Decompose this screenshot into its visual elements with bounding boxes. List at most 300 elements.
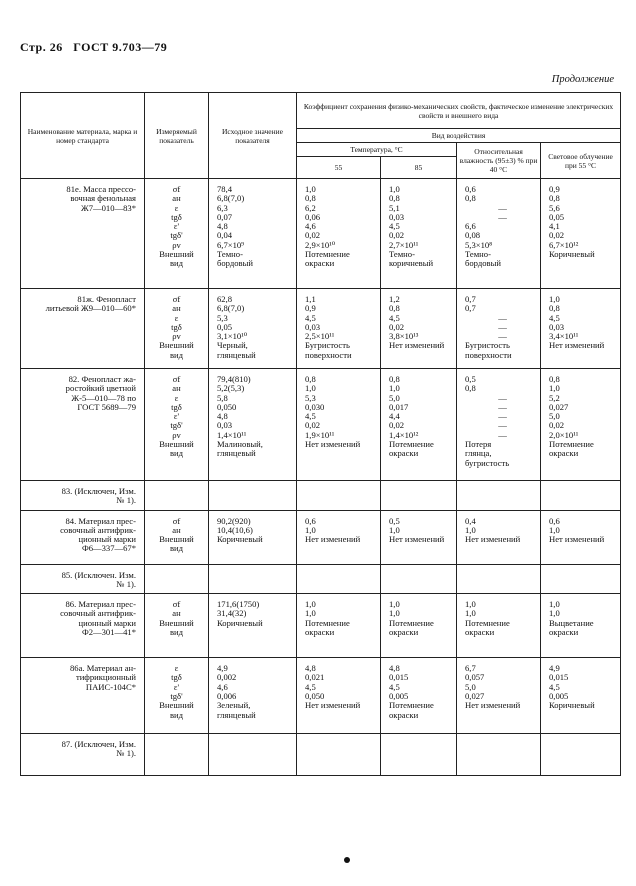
cell-line: ρv [172, 331, 181, 342]
cell-line: 2,7×10¹¹ [389, 239, 419, 250]
cell-line: поверхности [305, 349, 352, 360]
table-row [21, 510, 621, 564]
cell-line: tgδ [171, 211, 182, 222]
cell-line: 0,7 [465, 294, 476, 304]
cell-line: Коричневый [549, 700, 595, 711]
cell-line: 0,050 [217, 401, 237, 412]
initial-value-cell [209, 179, 297, 289]
cell-line: 0,8 [305, 193, 316, 204]
cell-line: 5,3 [305, 392, 316, 403]
cell-line: совочный антифрик- [60, 608, 136, 619]
cell-line: окраски [305, 627, 335, 638]
cell-line: 1,0 [305, 383, 316, 394]
cell-line: вид [169, 627, 184, 638]
cell-line: 0,6 [465, 184, 476, 194]
cell-line: 0,05 [549, 211, 565, 222]
cell-line: 5,3 [217, 312, 228, 323]
cell-line: ε [174, 312, 179, 323]
cell-line: 0,03 [549, 321, 565, 332]
temp-55-cell [297, 510, 381, 564]
cell-line: Выцветание [549, 617, 594, 628]
cell-line: Бугристость [305, 340, 350, 351]
cell-line [465, 711, 540, 720]
empty-cell [381, 564, 457, 594]
light-header: Световое облучение при 55 °С [541, 143, 621, 179]
cell-line: — [498, 312, 507, 323]
cell-line: тифрикционный [75, 672, 136, 683]
empty-cell [457, 734, 541, 776]
cell-line: 0,030 [305, 401, 325, 412]
humidity-header: Относительная влажность (95±3) % при 40 °С [457, 143, 541, 179]
cell-line: ε' [173, 681, 180, 692]
cell-line: Внешний [159, 534, 194, 545]
cell-line: 4,6 [217, 681, 228, 692]
cell-line: σf [172, 515, 181, 526]
material-name-cell [21, 734, 145, 776]
cell-line: Нет изменений [465, 534, 521, 545]
table-row [21, 481, 621, 511]
cell-line: 6,2 [305, 202, 316, 213]
cell-line: 0,02 [389, 420, 405, 431]
cell-line: Зеленый, [217, 700, 251, 711]
cell-line: 0,8 [305, 374, 316, 384]
cell-line: 0,017 [389, 401, 409, 412]
indicator-cell [145, 658, 209, 734]
empty-cell [457, 481, 541, 511]
cell-line: 1,0 [465, 608, 476, 619]
cell-line: Коричневый [549, 249, 595, 260]
indicator-cell [145, 510, 209, 564]
cell-line: 1,0 [549, 383, 560, 394]
cell-line: 0,8 [465, 383, 476, 394]
indicator-cell [145, 369, 209, 481]
cell-line: 0,002 [217, 672, 237, 683]
empty-cell [381, 734, 457, 776]
cell-line: Внешний [159, 439, 194, 450]
cell-line: 6,7×10⁹ [217, 239, 245, 250]
cell-line: 0,6 [549, 515, 560, 526]
cell-line: 0,8 [549, 374, 560, 384]
cell-line: вид [169, 258, 184, 269]
cell-line: 0,8 [549, 193, 560, 204]
cell-line: 85. (Исключен. Изм. [61, 569, 136, 580]
temp-85-cell [381, 289, 457, 369]
cell-line: 1,0 [305, 524, 316, 535]
cell-line [549, 711, 620, 720]
cell-line [217, 544, 296, 553]
cell-line: 1,0 [389, 383, 400, 394]
cell-line: 0,021 [305, 672, 325, 683]
material-name-cell [21, 289, 145, 369]
cell-line: вид [169, 543, 184, 554]
light-cell [541, 510, 621, 564]
cell-line: — [498, 202, 507, 213]
cell-line: глянцевый [217, 349, 256, 360]
empty-cell [297, 564, 381, 594]
cell-line: 5,1 [389, 202, 400, 213]
table-row [21, 369, 621, 481]
material-name-cell [21, 481, 145, 511]
table-row [21, 289, 621, 369]
cell-line: 0,8 [389, 193, 400, 204]
cell-line: 4,6 [305, 221, 316, 232]
cell-line: 0,027 [549, 401, 569, 412]
cell-line: 4,8 [217, 411, 228, 422]
cell-line: 1,0 [549, 608, 560, 619]
cell-line: aн [172, 524, 181, 535]
cell-line: 1,0 [465, 599, 476, 610]
cell-line: 1,1 [305, 294, 316, 304]
material-name-cell [21, 369, 145, 481]
cell-line: σf [172, 184, 181, 194]
cell-line: tgδ [171, 401, 182, 412]
cell-line: 4,5 [549, 312, 560, 323]
cell-line: aн [172, 608, 181, 619]
cell-line: 0,050 [305, 691, 325, 702]
cell-line: 4,8 [217, 221, 228, 232]
cell-line: глянца, [465, 448, 492, 459]
cell-line [549, 259, 620, 268]
empty-cell [541, 734, 621, 776]
cell-line: — [498, 392, 507, 403]
cell-line: — [498, 429, 507, 440]
cell-line: ционный марки [78, 534, 136, 545]
page-dot [344, 857, 350, 863]
col-coef-header: Коэффициент сохранения физико-механических свойств, фактическое изменение электрических свойств и внешнего вида [297, 93, 621, 129]
cell-line: 0,02 [549, 230, 565, 241]
cell-line: 6,8(7,0) [217, 193, 245, 204]
cell-line: окраски [389, 709, 419, 720]
cell-line: 83. (Исключен, Изм. [61, 486, 136, 496]
temp-85-cell [381, 179, 457, 289]
cell-line: 0,8 [389, 303, 400, 314]
table-row [21, 564, 621, 594]
cell-line: окраски [549, 627, 579, 638]
cell-line: 5,3×10⁸ [465, 239, 493, 250]
cell-line: 4,5 [305, 312, 316, 323]
table-row [21, 658, 621, 734]
cell-line: поверхности [465, 349, 512, 360]
cell-line: Потемнение [549, 439, 594, 450]
cell-line: 0,027 [465, 691, 485, 702]
cell-line: ε [174, 392, 179, 403]
cell-line: 1,0 [389, 608, 400, 619]
temperature-header: Температура, °С [297, 143, 457, 157]
initial-value-cell [209, 658, 297, 734]
table-row [21, 179, 621, 289]
cell-line: 3,8×10¹³ [389, 331, 419, 342]
cell-line: — [498, 411, 507, 422]
empty-cell [209, 564, 297, 594]
material-name-cell [21, 179, 145, 289]
empty-cell [209, 481, 297, 511]
cell-line: 4,4 [389, 411, 400, 422]
cell-line: 0,08 [465, 230, 481, 241]
cell-line: ε' [173, 411, 180, 422]
cell-line: 0,015 [549, 672, 569, 683]
cell-line: совочный антифрик- [60, 524, 136, 535]
cell-line: σf [172, 374, 181, 384]
cell-line: 2,0×10¹¹ [549, 429, 579, 440]
cell-line: № 1). [116, 495, 136, 506]
light-cell [541, 658, 621, 734]
cell-line: ростойкий цветной [65, 383, 136, 394]
cell-line [465, 544, 540, 553]
cell-line: tgδ [171, 321, 182, 332]
cell-line: Потемнение [389, 617, 434, 628]
cell-line: 5,2 [549, 392, 560, 403]
cell-line: Нет изменений [305, 439, 361, 450]
humidity-cell [457, 289, 541, 369]
cell-line: — [498, 420, 507, 431]
cell-line: Внешний [159, 340, 194, 351]
cell-line: № 1). [116, 748, 136, 759]
cell-line: Внешний [159, 249, 194, 260]
cell-line: 0,02 [389, 230, 405, 241]
cell-line: 86а. Материал ан- [69, 663, 136, 674]
cell-line: 10,4(10,6) [217, 524, 253, 535]
cell-line: aн [172, 383, 181, 394]
cell-line: окраски [389, 627, 419, 638]
cell-line: 6,3 [217, 202, 228, 213]
cell-line: 90,2(920) [217, 515, 251, 526]
cell-line: ε [174, 663, 179, 674]
cell-line: 4,8 [305, 663, 316, 674]
cell-line: 6,7 [465, 663, 476, 674]
cell-line: 79,4(810) [217, 374, 251, 384]
cell-line: Малиновый, [217, 439, 263, 450]
humidity-cell [457, 510, 541, 564]
humidity-cell [457, 594, 541, 658]
empty-cell [381, 481, 457, 511]
cell-line: — [498, 211, 507, 222]
humidity-cell [457, 369, 541, 481]
cell-line: 171,6(1750) [217, 599, 260, 610]
light-cell [541, 179, 621, 289]
cell-line: 0,006 [217, 691, 237, 702]
cell-line: 1,0 [305, 608, 316, 619]
indicator-cell [145, 289, 209, 369]
cell-line: ρv [172, 239, 181, 250]
cell-line: 0,005 [389, 691, 409, 702]
cell-line: 0,7 [465, 303, 476, 314]
indicator-cell [145, 594, 209, 658]
empty-cell [541, 564, 621, 594]
cell-line: вид [169, 349, 184, 360]
cell-line: 0,5 [389, 515, 400, 526]
cell-line: 1,4×10¹² [389, 429, 419, 440]
cell-line: Ж-5—010—78 по [71, 392, 136, 403]
cell-line: 1,0 [305, 599, 316, 610]
empty-cell [145, 564, 209, 594]
cell-line: 5,2(5,3) [217, 383, 245, 394]
temp-85-cell [381, 658, 457, 734]
cell-line: 0,03 [217, 420, 233, 431]
cell-line: вид [169, 709, 184, 720]
cell-line: 4,5 [389, 312, 400, 323]
cell-line [389, 351, 456, 360]
cell-line: 0,005 [549, 691, 569, 702]
cell-line: Коричневый [217, 617, 263, 628]
cell-line: 4,5 [549, 681, 560, 692]
cell-line: Потеря [465, 439, 492, 450]
cell-line: aн [172, 193, 181, 204]
temp-55-cell [297, 369, 381, 481]
cell-line: Потемнение [305, 249, 350, 260]
cell-line: — [498, 321, 507, 332]
page-header [20, 40, 167, 55]
cell-line: глянцевый [217, 448, 256, 459]
cell-line: окраски [305, 258, 335, 269]
cell-line: 0,02 [305, 420, 321, 431]
cell-line: окраски [549, 448, 579, 459]
cell-line: 0,07 [217, 211, 233, 222]
light-cell [541, 369, 621, 481]
cell-line: Ф2—301—41* [81, 627, 136, 638]
cell-line: бордовый [217, 258, 253, 269]
cell-line: 84. Материал прес- [65, 515, 136, 526]
light-cell [541, 289, 621, 369]
cell-line: 0,9 [305, 303, 316, 314]
cell-line: глянцевый [217, 709, 256, 720]
cell-line [305, 544, 380, 553]
cell-line: Потемнение [389, 700, 434, 711]
cell-line: tgδ' [170, 230, 183, 241]
material-name-cell [21, 564, 145, 594]
cell-line: Потемнение [389, 439, 434, 450]
cell-line: — [498, 401, 507, 412]
empty-cell [209, 734, 297, 776]
col-name-header: Наименование материала, марка и номер стандарта [21, 93, 145, 179]
impact-header: Вид воздействия [297, 129, 621, 143]
initial-value-cell [209, 289, 297, 369]
cell-line: tgδ [171, 672, 182, 683]
cell-line: 0,06 [305, 211, 321, 222]
page-label: Стр. 26 [20, 40, 63, 54]
cell-line: 0,4 [465, 515, 476, 526]
cell-line: № 1). [116, 578, 136, 589]
cell-line: Ж7—010—83* [81, 202, 136, 213]
cell-line: 0,02 [549, 420, 565, 431]
cell-line: Потемнение [465, 617, 510, 628]
cell-line: Внешний [159, 700, 194, 711]
cell-line: 2,9×10¹⁰ [305, 239, 336, 250]
cell-line: Нет изменений [305, 534, 361, 545]
empty-cell [145, 734, 209, 776]
cell-line: ε [174, 202, 179, 213]
humidity-cell [457, 179, 541, 289]
cell-line: 1,0 [549, 599, 560, 610]
cell-line: 0,9 [549, 184, 560, 194]
material-name-cell [21, 658, 145, 734]
col-initial-header: Исходное значение показателя [209, 93, 297, 179]
cell-line [217, 628, 296, 637]
cell-line: σf [172, 294, 181, 304]
cell-line: 4,5 [389, 681, 400, 692]
cell-line: 81е. Масса прессо- [66, 184, 136, 194]
cell-line: Нет изменений [465, 700, 521, 711]
cell-line: tgδ' [170, 691, 183, 702]
cell-line [305, 449, 380, 458]
cell-line: 86. Материал прес- [65, 599, 136, 610]
light-cell [541, 594, 621, 658]
cell-line: Нет изменений [389, 534, 445, 545]
cell-line: — [498, 331, 507, 342]
cell-line: 81ж. Фенопласт [77, 294, 136, 304]
cell-line [549, 544, 620, 553]
cell-line: окраски [389, 448, 419, 459]
cell-line: 0,03 [389, 211, 405, 222]
cell-line: 4,5 [305, 681, 316, 692]
cell-line: бугристость [465, 457, 510, 468]
cell-line: 5,6 [549, 202, 560, 213]
cell-line: 2,5×10¹¹ [305, 331, 335, 342]
cell-line: 5,0 [465, 681, 476, 692]
cell-line: Потемнение [305, 617, 350, 628]
temp-85-cell [381, 510, 457, 564]
temp-85-cell [381, 594, 457, 658]
cell-line: Коричневый [217, 534, 263, 545]
cell-line: бордовый [465, 258, 501, 269]
cell-line: 4,9 [217, 663, 228, 674]
cell-line: Нет изменений [305, 700, 361, 711]
cell-line: Темно- [217, 249, 243, 260]
cell-line: 6,6 [465, 221, 476, 232]
standard-number: ГОСТ 9.703—79 [73, 40, 168, 54]
initial-value-cell [209, 594, 297, 658]
table-row [21, 594, 621, 658]
cell-line: Ф6—337—67* [81, 543, 136, 554]
cell-line: 0,03 [305, 321, 321, 332]
cell-line: 0,8 [389, 374, 400, 384]
empty-cell [297, 481, 381, 511]
cell-line: 0,02 [389, 321, 405, 332]
temp-55-cell [297, 594, 381, 658]
indicator-cell [145, 179, 209, 289]
cell-line: 0,057 [465, 672, 485, 683]
cell-line: Темно- [465, 249, 491, 260]
cell-line: 0,04 [217, 230, 233, 241]
cell-line: 1,0 [389, 599, 400, 610]
humidity-cell [457, 658, 541, 734]
cell-line: 1,0 [465, 524, 476, 535]
temp-85-cell [381, 369, 457, 481]
cell-line: Нет изменений [549, 534, 605, 545]
cell-line [549, 351, 620, 360]
cell-line: ПАИС-104С* [85, 681, 136, 692]
cell-line: Черный, [217, 340, 248, 351]
cell-line: 1,0 [389, 524, 400, 535]
cell-line: 4,8 [389, 663, 400, 674]
temp-55-cell [297, 289, 381, 369]
cell-line: 82. Фенопласт жа- [68, 374, 136, 384]
temp-55-header: 55 [297, 157, 381, 179]
initial-value-cell [209, 510, 297, 564]
cell-line: Бугристость [465, 340, 510, 351]
cell-line: 0,5 [465, 374, 476, 384]
cell-line: ционный марки [78, 617, 136, 628]
cell-line: 0,8 [549, 303, 560, 314]
cell-line: 1,0 [389, 184, 400, 194]
initial-value-cell [209, 369, 297, 481]
cell-line: ρv [172, 429, 181, 440]
cell-line: 1,0 [549, 524, 560, 535]
cell-line: 4,5 [305, 411, 316, 422]
cell-line: 4,5 [389, 221, 400, 232]
cell-line: 3,4×10¹¹ [549, 331, 579, 342]
cell-line: tgδ' [170, 420, 183, 431]
cell-line: 5,0 [549, 411, 560, 422]
